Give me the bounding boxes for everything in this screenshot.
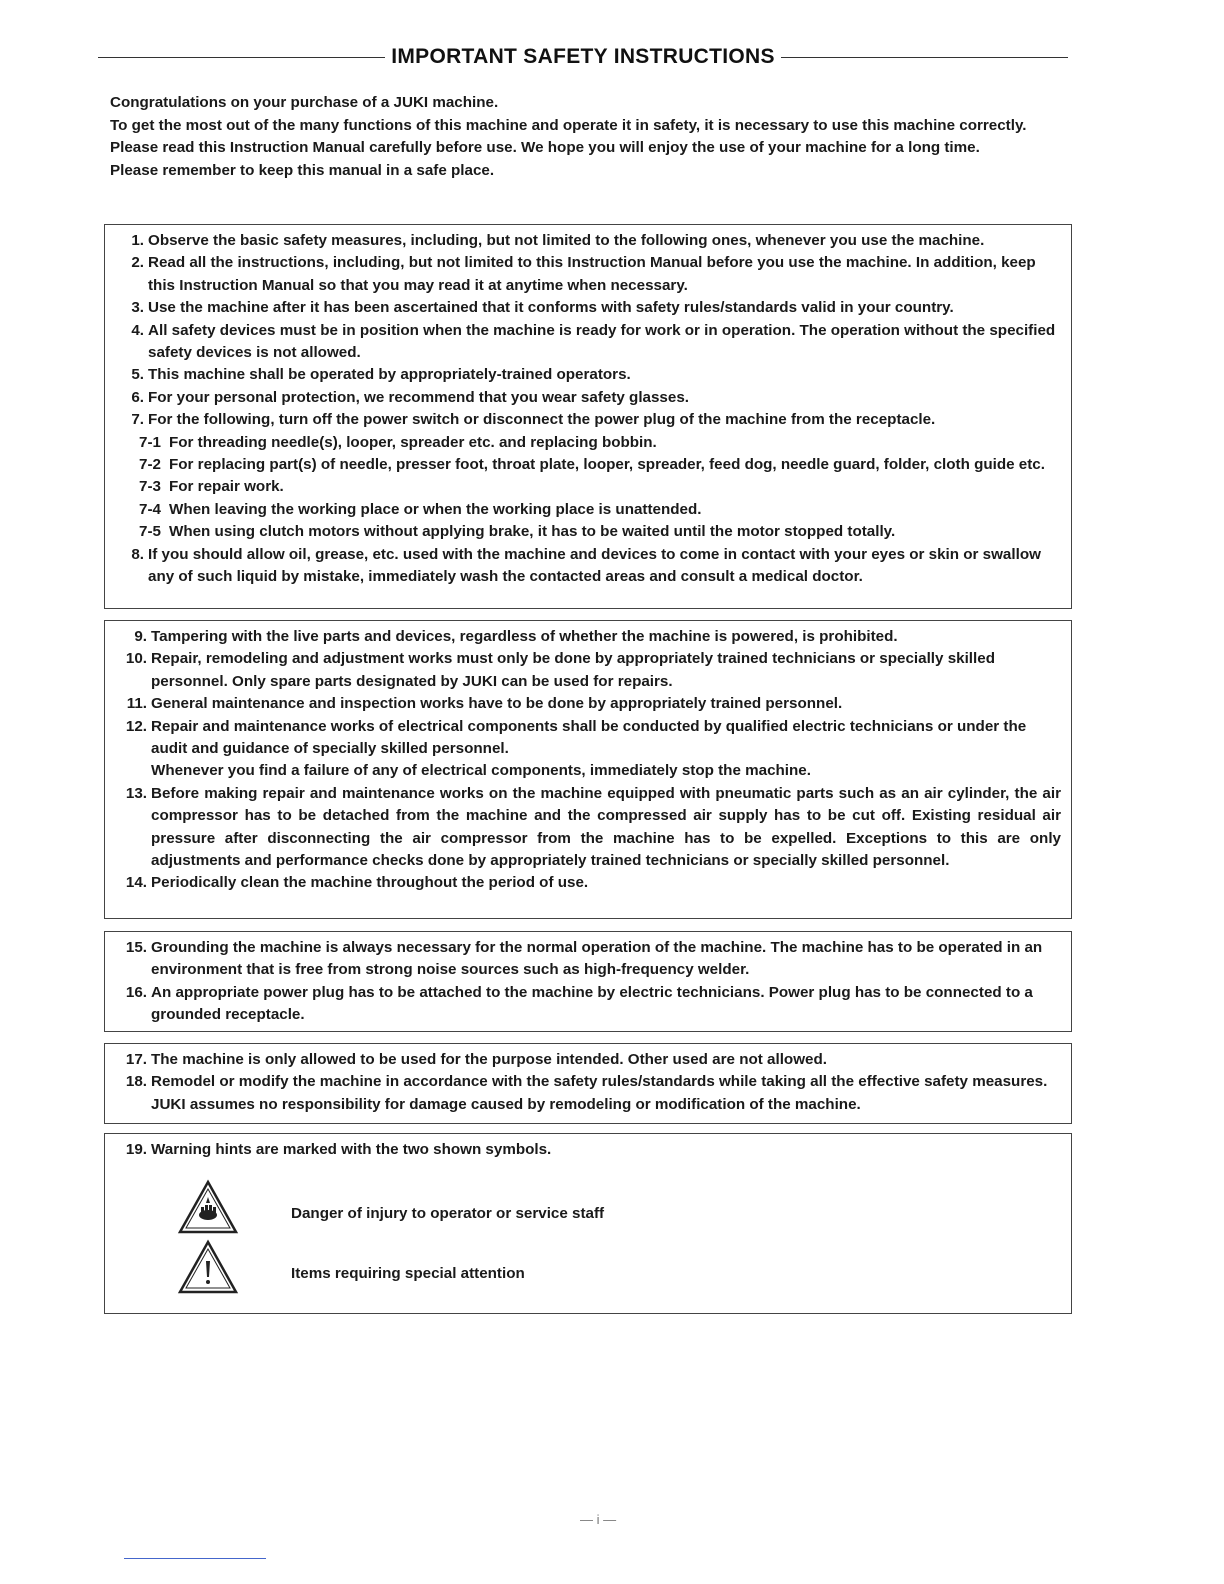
- item-text: Warning hints are marked with the two shown symbols.: [151, 1141, 552, 1158]
- symbol-label: Danger of injury to operator or service staff: [291, 1205, 605, 1223]
- list-item: [117, 626, 1061, 648]
- item-text: An appropriate power plug has to be attached to the machine by electric technicians. Power plug has to be connected to a grounded receptacle.: [151, 983, 1033, 1024]
- list-item: [117, 982, 1061, 1027]
- symbol-label: Items requiring special attention: [291, 1265, 525, 1283]
- item-text: Before making repair and maintenance works on the machine equipped with pneumatic parts such as an air cylinder, the air compressor has to be detached from the machine and the compressed air supply has to be cut off. Existing residual air pressure after disconnecting the air compressor from the machine has to be expelled. Exceptions to this are only adjustments and performance checks done by appropriately trained technicians or specially skilled personnel.: [151, 784, 1061, 870]
- intro-line: Please remember to keep this manual in a safe place.: [110, 161, 495, 179]
- sub-item: [117, 432, 1061, 454]
- item-number: 13.: [125, 784, 147, 802]
- item-text: Observe the basic safety measures, including, but not limited to the following ones, whenever you use the machine.: [148, 232, 985, 249]
- list-item: [117, 297, 1061, 319]
- item-number: 18.: [125, 1073, 147, 1091]
- safety-box-maintenance: [104, 620, 1072, 919]
- list-item: [117, 693, 1061, 715]
- item-number: 6.: [131, 388, 144, 406]
- sub-item-number: 7-3: [139, 478, 161, 496]
- list-item: [117, 364, 1061, 386]
- item-text: Read all the instructions, including, but not limited to this Instruction Manual before you use the machine. In addition, keep this Instruction Manual so that you may read it at anytime when necessary.: [148, 254, 1036, 294]
- sub-item-text: When using clutch motors without applying brake, it has to be waited until the motor stopped totally.: [169, 523, 896, 541]
- item-text: Grounding the machine is always necessary for the normal operation of the machine. The machine has to be operated in an environment that is free from strong noise sources such as high-frequency welder.: [151, 939, 1043, 979]
- sub-item-text: For threading needle(s), looper, spreader etc. and replacing bobbin.: [169, 433, 657, 451]
- intro-paragraphs: [110, 92, 1065, 182]
- item-number: 1.: [131, 232, 144, 249]
- sub-item: [117, 454, 1061, 476]
- list-item: [117, 544, 1061, 589]
- title-rule-right: [781, 57, 1068, 58]
- item-number: 19.: [125, 1141, 147, 1158]
- list-item: [117, 648, 1061, 693]
- sub-item-text: For replacing part(s) of needle, presser foot, throat plate, looper, spreader, feed dog, needle guard, folder, cloth guide etc.: [169, 456, 1045, 474]
- item-text: This machine shall be operated by appropriately-trained operators.: [148, 366, 631, 384]
- item-text: For your personal protection, we recommend that you wear safety glasses.: [148, 388, 689, 406]
- symbol-legend: [117, 1161, 1061, 1301]
- item-number: 7.: [131, 411, 144, 429]
- item-number: 2.: [131, 254, 144, 272]
- list-item: [117, 252, 1061, 297]
- list-item: [117, 409, 1061, 431]
- sub-item-number: 7-2: [139, 456, 161, 474]
- sub-item: [117, 499, 1061, 521]
- title-row: [98, 44, 1068, 70]
- list-item: [117, 1139, 1061, 1161]
- sub-item: [117, 521, 1061, 543]
- sub-item-number: 7-1: [139, 433, 161, 451]
- item-continuation: Whenever you find a failure of any of electrical components, immediately stop the machine.: [151, 762, 811, 780]
- intro-line: To get the most out of the many functions of this machine and operate it in safety, it is necessary to use this machine correctly.: [110, 116, 1027, 134]
- item-number: 11.: [126, 695, 147, 713]
- page-number: — i —: [580, 1512, 617, 1527]
- item-text: The machine is only allowed to be used for the purpose intended. Other used are not allowed.: [151, 1051, 827, 1068]
- list-item: [117, 872, 1061, 894]
- item-number: 8.: [131, 545, 144, 563]
- footer-rule: [124, 1558, 266, 1559]
- item-number: 10.: [125, 650, 147, 668]
- item-text: If you should allow oil, grease, etc. used with the machine and devices to come in contact with your eyes or skin or swallow any of such liquid by mistake, immediately wash the contacted areas and consult a medical doctor.: [148, 545, 1041, 586]
- sub-item-number: 7-4: [139, 500, 161, 518]
- list-item: [117, 783, 1061, 873]
- item-text: General maintenance and inspection works have to be done by appropriately trained personnel.: [151, 695, 843, 713]
- list-item: [117, 387, 1061, 409]
- list-item: [117, 230, 1061, 252]
- item-number: 5.: [131, 366, 144, 384]
- list-item: [117, 1049, 1061, 1071]
- safety-box-general: [104, 224, 1072, 609]
- item-text: Repair, remodeling and adjustment works must only be done by appropriately trained technicians or specially skilled personnel. Only spare parts designated by JUKI can be used for repairs.: [151, 650, 995, 690]
- item-text: Repair and maintenance works of electrical components shall be conducted by qualified electric technicians or under the audit and guidance of specially skilled personnel.: [151, 717, 1027, 758]
- sub-item: [117, 476, 1061, 498]
- safety-box-grounding: [104, 931, 1072, 1032]
- safety-box-usage: [104, 1043, 1072, 1124]
- safety-box-symbols: [104, 1133, 1072, 1314]
- item-text: For the following, turn off the power switch or disconnect the power plug of the machine from the receptacle.: [148, 411, 936, 429]
- item-text: All safety devices must be in position when the machine is ready for work or in operation. The operation without the specified safety devices is not allowed.: [148, 321, 1056, 362]
- item-number: 4.: [131, 321, 144, 339]
- item-text: Periodically clean the machine throughout the period of use.: [151, 874, 589, 892]
- item-number: 17.: [125, 1051, 147, 1068]
- list-item: [117, 1071, 1061, 1116]
- exclamation-warning-icon: [177, 1239, 239, 1295]
- item-text: Use the machine after it has been ascertained that it conforms with safety rules/standards valid in your country.: [148, 299, 954, 317]
- intro-line: Please read this Instruction Manual carefully before use. We hope you will enjoy the use of your machine for a long time.: [110, 139, 980, 157]
- item-number: 14.: [125, 874, 147, 892]
- item-number: 3.: [131, 299, 144, 317]
- sub-item-number: 7-5: [139, 523, 161, 541]
- hand-injury-warning-icon: [177, 1179, 239, 1235]
- intro-line: Congratulations on your purchase of a JUKI machine.: [110, 94, 499, 111]
- item-number: 16.: [125, 983, 147, 1001]
- item-text: Remodel or modify the machine in accordance with the safety rules/standards while taking all the effective safety measures. JUKI assumes no responsibility for damage caused by remodeling or modification of the machine.: [151, 1073, 1048, 1113]
- sub-item-text: When leaving the working place or when the working place is unattended.: [169, 500, 702, 518]
- item-number: 9.: [134, 628, 147, 645]
- list-item: [117, 716, 1061, 761]
- sub-item-text: For repair work.: [169, 478, 284, 496]
- item-text: Tampering with the live parts and devices, regardless of whether the machine is powered, is prohibited.: [151, 628, 898, 645]
- item-number: 15.: [125, 939, 147, 956]
- title-rule-left: [98, 57, 385, 58]
- item-number: 12.: [125, 717, 147, 735]
- page-title: IMPORTANT SAFETY INSTRUCTIONS: [391, 45, 775, 68]
- list-item: [117, 937, 1061, 982]
- list-item: [117, 320, 1061, 365]
